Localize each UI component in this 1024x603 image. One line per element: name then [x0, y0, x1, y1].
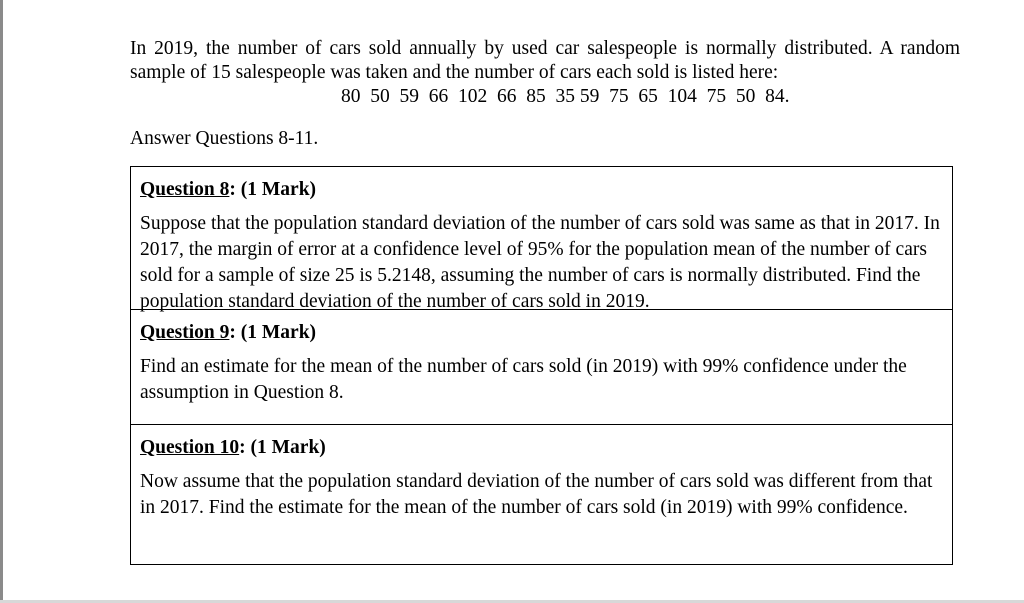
question-8-text: Suppose that the population standard deviation of the number of cars sold was same as that in 2017. In 2017, the margin of error at a confidence level of 95% for the population mean of the number of cars sold for a sample of size 25 is 5.2148, assuming the number of cars is normally distributed. Find the population standard deviation of the number of cars sold in 2019. — [140, 213, 940, 312]
question-10-box — [130, 424, 953, 565]
question-9-text: Find an estimate for the mean of the number of cars sold (in 2019) with 99% confidence under the assumption in Question 8. — [140, 356, 907, 403]
problem-intro — [130, 37, 960, 109]
questions-table — [130, 166, 953, 565]
question-8-heading — [140, 177, 942, 203]
question-8-box — [130, 166, 953, 312]
question-9-box — [130, 309, 953, 424]
question-9-title: Question 9 — [140, 322, 230, 343]
page-left-edge — [0, 0, 3, 603]
question-10-heading — [140, 435, 942, 461]
question-9-heading — [140, 320, 942, 346]
question-9-marks: : (1 Mark) — [229, 322, 317, 343]
answer-instructions: Answer Questions 8-11. — [130, 128, 319, 149]
question-10-title: Question 10 — [140, 437, 240, 458]
question-8-title: Question 8 — [140, 179, 230, 200]
question-8-marks: : (1 Mark) — [229, 179, 317, 200]
sample-data-values: 80 50 59 66 102 66 85 35 59 75 65 104 75 50 84. — [341, 86, 790, 107]
question-10-marks: : (1 Mark) — [239, 437, 326, 458]
question-10-text: Now assume that the population standard deviation of the number of cars sold was different from that in 2017. Find the estimate for the mean of the number of cars sold (in 2019) with 99% confidence. — [140, 471, 933, 518]
intro-sentence: In 2019, the number of cars sold annually by used car salespeople is normally distributed. A random sample of 15 salespeople was taken and the number of cars each sold is listed here: — [130, 38, 960, 83]
